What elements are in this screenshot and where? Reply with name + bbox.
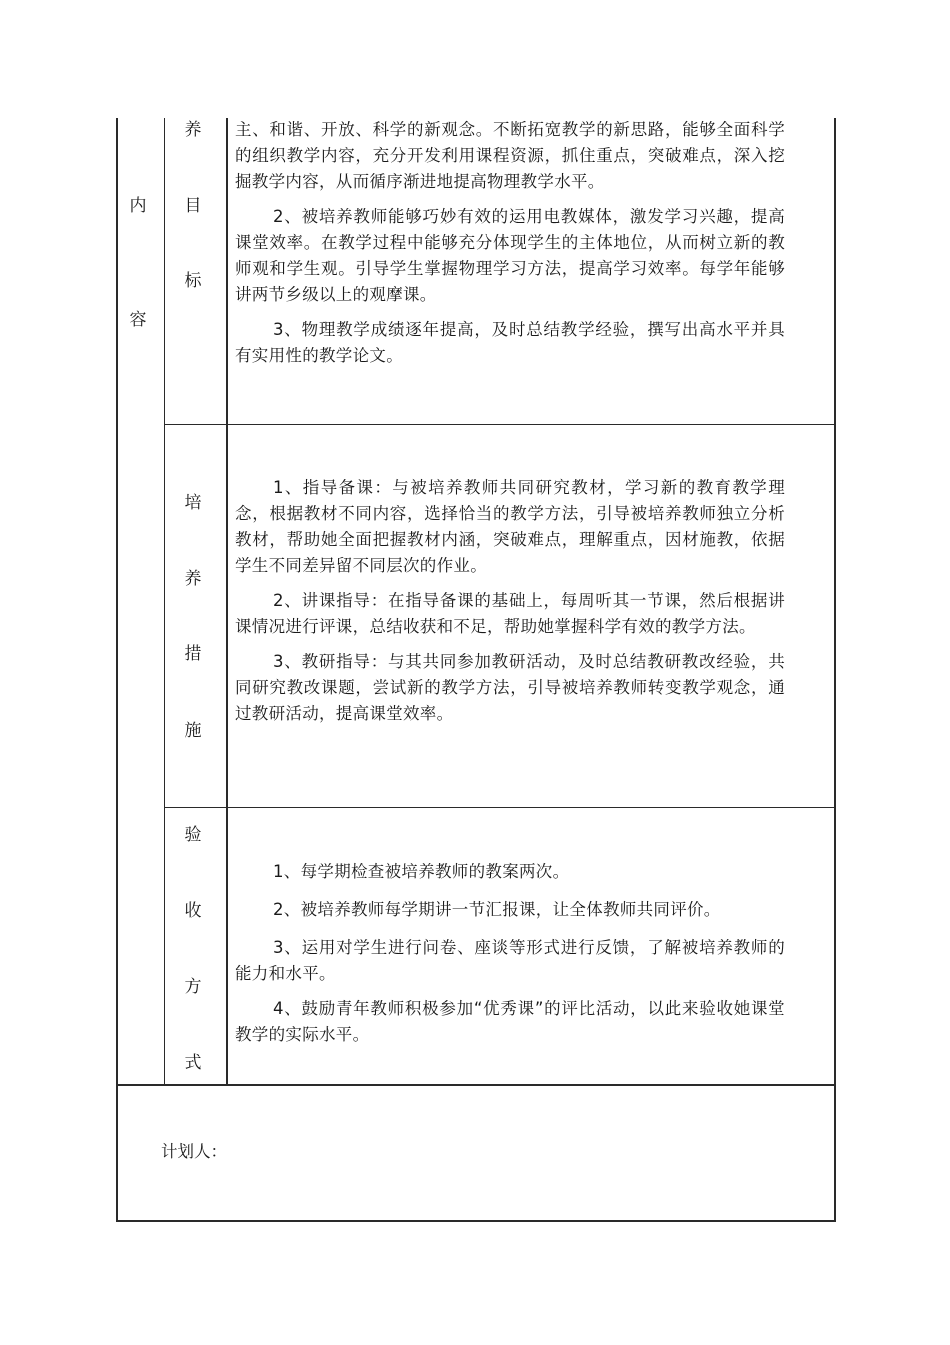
section-label-char: 目: [184, 196, 202, 216]
table-bottom-border: [116, 1220, 836, 1222]
section-content-goals: [235, 117, 785, 378]
row-divider-3: [116, 1084, 836, 1086]
outer-label-char: 内: [129, 196, 147, 216]
section-label-char: 养: [184, 569, 202, 589]
section-label-char: 式: [184, 1053, 202, 1073]
row-divider-1: [164, 424, 836, 425]
paragraph: 2、被培养教师能够巧妙有效的运用电教媒体，激发学习兴趣，提高课堂效率。在教学过程中能够充分体现学生的主体地位，从而树立新的教师观和学生观。引导学生掌握物理学习方法，提高学习效率。每学年能够讲两节乡级以上的观摩课。: [235, 207, 785, 304]
section-label-char: 养: [184, 120, 202, 140]
paragraph: 2、讲课指导：在指导备课的基础上，每周听其一节课，然后根据讲课情况进行评课，总结收获和不足，帮助她掌握科学有效的教学方法。: [235, 591, 785, 636]
section-label-char: 措: [184, 644, 202, 664]
col-divider-2: [226, 118, 228, 1084]
col-divider-1: [164, 118, 165, 1084]
paragraph: 3、教研指导：与其共同参加教研活动，及时总结教研教改经验，共同研究教改课题，尝试新的教学方法，引导被培养教师转变教学观念，通过教研活动，提高课堂效率。: [235, 652, 785, 723]
section-label-char: 收: [184, 901, 202, 921]
table-right-border: [834, 118, 836, 1222]
section-label-char: 方: [184, 977, 202, 997]
paragraph: 2、被培养教师每学期讲一节汇报课，让全体教师共同评价。: [273, 900, 721, 919]
paragraph: 4、鼓励青年教师积极参加“优秀课”的评比活动，以此来验收她课堂教学的实际水平。: [235, 999, 785, 1044]
paragraph: 3、物理教学成绩逐年提高，及时总结教学经验，撰写出高水平并具有实用性的教学论文。: [235, 320, 785, 365]
paragraph: 1、指导备课：与被培养教师共同研究教材，学习新的教育教学理念，根据教材不同内容，选择恰当的教学方法，引导被培养教师独立分析教材，帮助她全面把握教材内涵，突破难点，理解重点，因材施教，依据学生不同差异留不同层次的作业。: [235, 478, 785, 575]
paragraph: 3、运用对学生进行问卷、座谈等形式进行反馈，了解被培养教师的能力和水平。: [235, 938, 785, 983]
table-left-border: [116, 118, 118, 1222]
paragraph: 主、和谐、开放、科学的新观念。不断拓宽教学的新思路，能够全面科学的组织教学内容，充分开发利用课程资源，抓住重点，突破难点，深入挖掘教学内容，从而循序渐进地提高物理教学水平。: [235, 120, 785, 191]
section-label-char: 标: [184, 271, 202, 291]
paragraph: 1、每学期检查被培养教师的教案两次。: [273, 862, 570, 881]
section-content-measures: [235, 475, 785, 736]
row-divider-2: [164, 807, 836, 808]
section-label-char: 验: [184, 825, 202, 845]
planner-label: 计划人：: [161, 1142, 227, 1161]
section-content-acceptance: [235, 859, 785, 1057]
outer-label-char: 容: [129, 310, 147, 330]
section-label-char: 培: [184, 493, 202, 513]
section-label-char: 施: [184, 721, 202, 741]
